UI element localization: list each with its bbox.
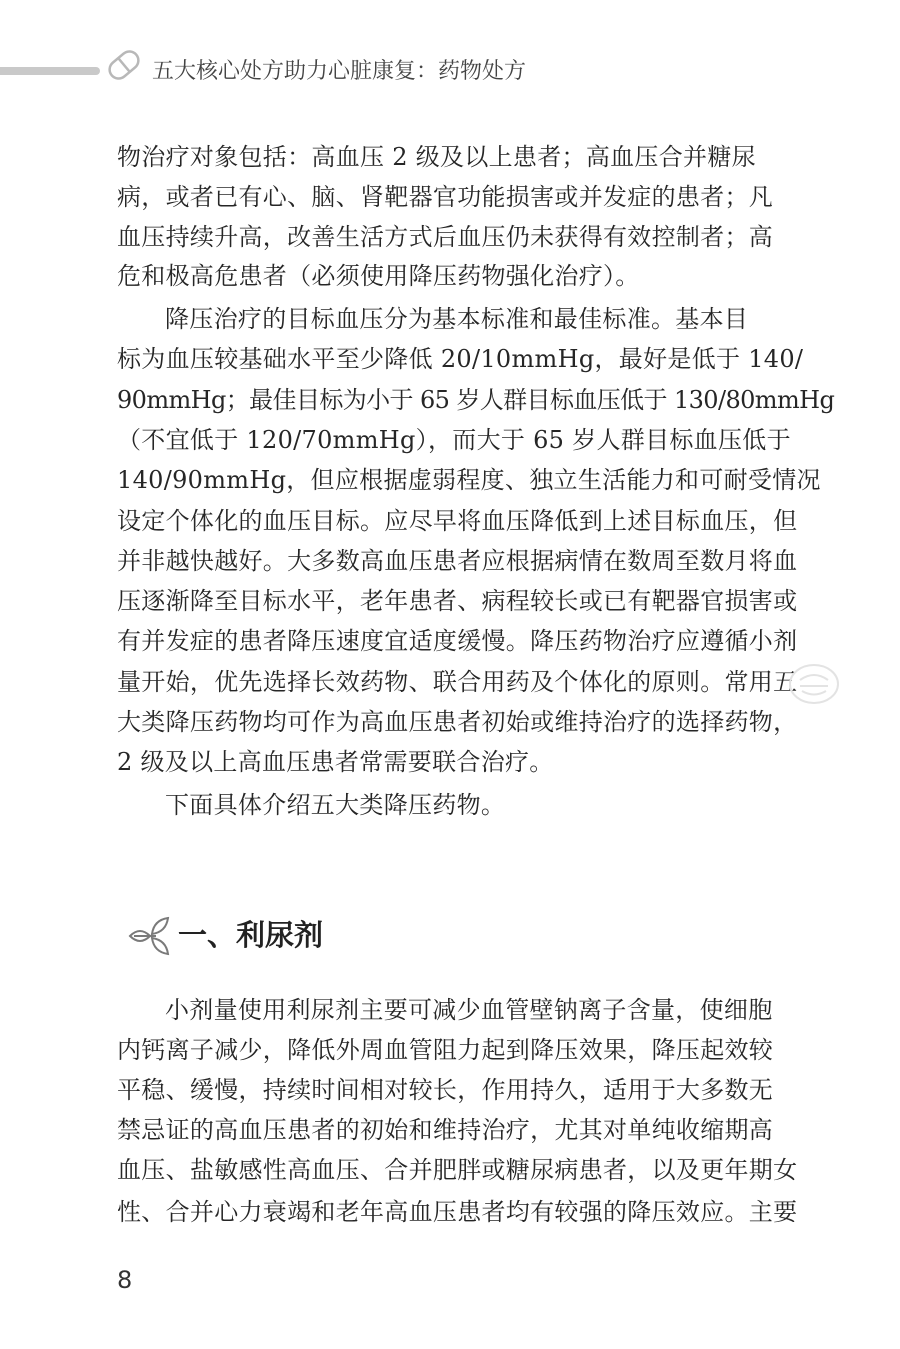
body-line: 内钙离子减少，降低外周血管阻力起到降压效果，降压起效较 [117,1036,774,1064]
body-line: 大类降压药物均可作为高血压患者初始或维持治疗的选择药物， [117,708,798,736]
body-line: （不宜低于 120/70mmHg），而大于 65 岁人群目标血压低于 [117,426,791,454]
body-line: 140/90mmHg，但应根据虚弱程度、独立生活能力和可耐受情况 [117,466,821,494]
body-line: 平稳、缓慢，持续时间相对较长，作用持久，适用于大多数无 [117,1076,774,1104]
body-line: 设定个体化的血压目标。应尽早将血压降低到上述目标血压，但 [117,507,798,535]
running-header-title: 五大核心处方助力心脏康复：药物处方 [152,59,527,84]
body-line: 病，或者已有心、脑、肾靶器官功能损害或并发症的患者；凡 [117,183,774,211]
body-line: 下面具体介绍五大类降压药物。 [165,791,506,819]
body-line: 压逐渐降至目标水平，老年患者、病程较长或已有靶器官损害或 [117,587,798,615]
body-line: 有并发症的患者降压速度宜适度缓慢。降压药物治疗应遵循小剂 [117,627,798,655]
body-line: 禁忌证的高血压患者的初始和维持治疗，尤其对单纯收缩期高 [117,1116,774,1144]
body-line: 小剂量使用利尿剂主要可减少血管壁钠离子含量，使细胞 [165,996,773,1024]
leaf-sprout-icon [126,912,172,958]
section-heading: 一、利尿剂 [178,918,324,952]
body-line: 降压治疗的目标血压分为基本标准和最佳标准。基本目 [165,305,749,333]
publisher-seal-icon [786,660,842,708]
body-line: 量开始，优先选择长效药物、联合用药及个体化的原则。常用五 [117,668,798,696]
body-line: 性、合并心力衰竭和老年高血压患者均有较强的降压效应。主要 [117,1198,798,1226]
body-line: 物治疗对象包括：高血压 2 级及以上患者；高血压合并糖尿 [117,143,756,171]
body-line: 2 级及以上高血压患者常需要联合治疗。 [117,748,554,776]
body-line: 血压持续升高，改善生活方式后血压仍未获得有效控制者；高 [117,223,774,251]
capsule-pill-icon [104,44,144,86]
body-line: 90mmHg；最佳目标为小于 65 岁人群目标血压低于 130/80mmHg [117,386,835,414]
page-number: 8 [117,1266,133,1294]
header-rule [0,67,100,75]
body-line: 标为血压较基础水平至少降低 20/10mmHg，最好是低于 140/ [117,345,804,373]
body-line: 并非越快越好。大多数高血压患者应根据病情在数周至数月将血 [117,547,798,575]
body-line: 血压、盐敏感性高血压、合并肥胖或糖尿病患者，以及更年期女 [117,1156,798,1184]
body-line: 危和极高危患者（必须使用降压药物强化治疗）。 [117,262,640,290]
